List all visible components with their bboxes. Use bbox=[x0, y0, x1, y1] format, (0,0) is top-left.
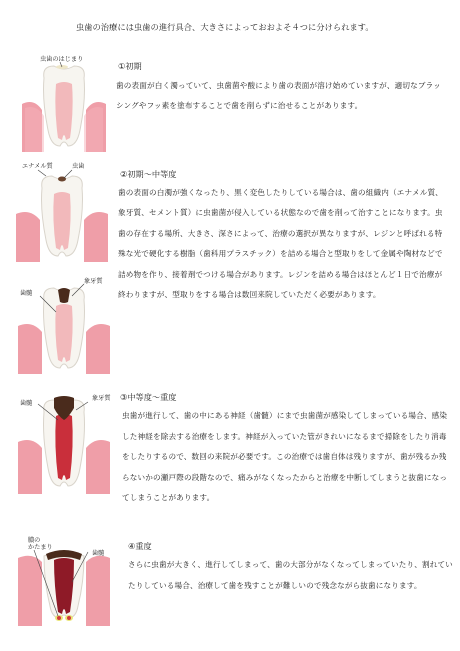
heading-severe: ④重度 bbox=[128, 541, 152, 551]
label-pulp-4: 歯髄 bbox=[92, 550, 105, 557]
tooth-illustration-early bbox=[16, 170, 108, 262]
intro-text: 虫歯の治療には虫歯の進行具合、大きさによっておおよそ４つに分けられます。 bbox=[76, 22, 374, 32]
label-dentin-3: 象牙質 bbox=[92, 395, 111, 402]
label-dentin: 象牙質 bbox=[84, 278, 103, 285]
label-enamel: エナメル質 bbox=[22, 163, 53, 170]
heading-early-moderate: ②初期～中等度 bbox=[120, 169, 177, 179]
label-pus: 膿の かたまり bbox=[28, 537, 53, 551]
label-pulp: 歯髄 bbox=[20, 290, 33, 297]
tooth-illustration-initial bbox=[22, 60, 106, 152]
heading-moderate-severe: ③中等度～重度 bbox=[120, 392, 177, 402]
tooth-illustration-moderate bbox=[18, 394, 110, 494]
label-pulp-3: 歯髄 bbox=[20, 400, 33, 407]
body-moderate-severe: 虫歯が進行して、歯の中にある神経（歯髄）にまで虫歯菌が感染してしまっている場合、感染した神経を除去する治療をします。神経が入っていた管がきれいになるまで掃除をしたり消毒をしたりするので、数回の来院が必要です。この治療では歯自体は残りますが、歯が残るか残らないかの瀬戸際の段階なので、痛みがなくなったからと治療を中断してしまうと抜歯になってしまうことがあります。 bbox=[122, 411, 448, 503]
label-caries: 虫歯 bbox=[72, 163, 85, 170]
body-early-moderate: 歯の表面の白濁が強くなったり、黒く変色したりしている場合は、歯の組織内（エナメル質、象牙質、セメント質）に虫歯菌が侵入している状態なので歯を削って治すことになります。虫歯の存在する場所、大きさ、深さによって、治療の選択が異なりますが、レジンと呼ばれる特殊な光で硬化する樹脂（歯科用プラスチック）を詰める場合と型取りをして金属や陶材などで詰め物を作り、接着剤でつける場合があります。レジンを詰める場合はほとんど１日で治療が終わりますが、型取りをする場合は数回来院していただく必要があります。 bbox=[118, 188, 443, 300]
body-initial: 歯の表面が白く濁っていて、虫歯菌や酸により歯の表面が溶け始めていますが、適切なブラッシングやフッ素を塗布することで歯を削らずに治せることがあります。 bbox=[116, 81, 441, 110]
heading-initial: ①初期 bbox=[118, 61, 142, 71]
label-caries-start: 虫歯のはじまり bbox=[40, 56, 84, 63]
body-severe: さらに虫歯が大きく、進行してしまって、歯の大部分がなくなってしまっていたり、割れていたりしている場合、治療して歯を残すことが難しいので残念ながら抜歯になります。 bbox=[128, 560, 453, 590]
